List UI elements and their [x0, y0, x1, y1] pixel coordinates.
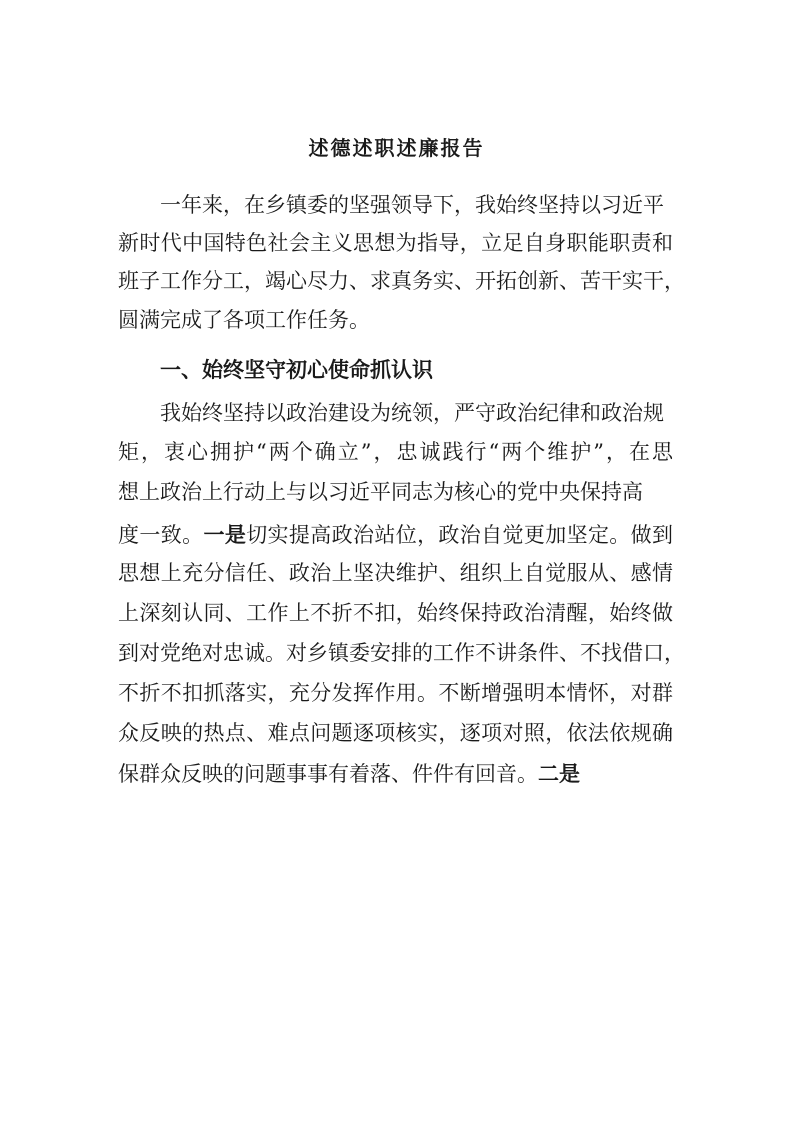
body-line-7: 到对党绝对忠诚。对乡镇委安排的工作不讲条件、不找借口，	[118, 641, 685, 665]
body-line-10-part-a: 保群众反映的问题事事有着落、件件有回音。	[118, 762, 538, 786]
intro-line-3: 班子工作分工，竭心尽力、求真务实、开拓创新、苦干实干，	[118, 269, 685, 293]
body-line-4	[118, 524, 673, 546]
body-line-2: 矩，衷心拥护“两个确立”，忠诚践行“两个维护”，在思	[118, 440, 673, 464]
section-heading: 一、始终坚守初心使命抓认识	[160, 357, 433, 382]
body-line-4-part-a: 度一致。	[118, 523, 204, 547]
body-line-6: 上深刻认同、工作上不折不扣，始终保持政治清醒，始终做	[118, 601, 673, 625]
emphasis-second: 二是	[538, 761, 580, 786]
body-line-10	[118, 763, 580, 785]
intro-line-1: 一年来，在乡镇委的坚强领导下，我始终坚持以习近平	[160, 193, 664, 217]
body-line-1: 我始终坚持以政治建设为统领，严守政治纪律和政治规	[160, 401, 664, 425]
emphasis-first: 一是	[203, 522, 247, 547]
body-line-8: 不折不扣抓落实，充分发挥作用。不断增强明本情怀，对群	[118, 681, 673, 705]
body-line-9: 众反映的热点、难点问题逐项核实，逐项对照，依法依规确	[118, 721, 673, 745]
body-line-3: 想上政治上行动上与以习近平同志为核心的党中央保持高	[118, 480, 643, 504]
body-line-5: 思想上充分信任、政治上坚决维护、组织上自觉服从、感情	[118, 561, 673, 585]
document-title: 述德述职述廉报告	[308, 136, 485, 160]
intro-line-2: 新时代中国特色社会主义思想为指导，立足自身职能职责和	[118, 231, 673, 255]
body-line-4-part-c: 切实提高政治站位，政治自觉更加坚定。做到	[246, 523, 674, 547]
intro-line-4: 圆满完成了各项工作任务。	[118, 308, 370, 332]
